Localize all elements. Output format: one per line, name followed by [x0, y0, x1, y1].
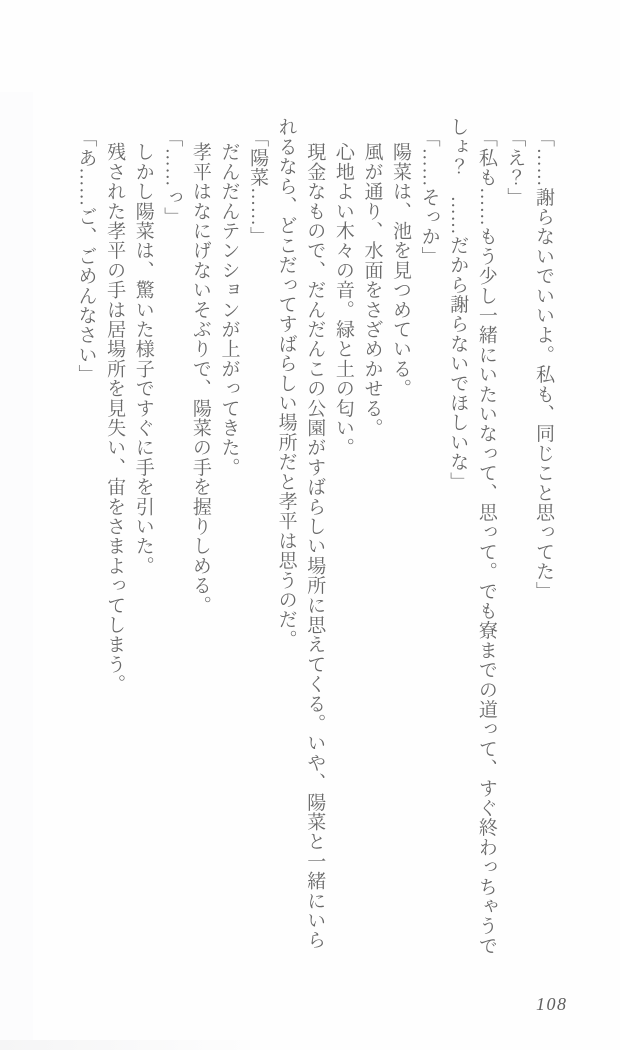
text-column: 陽菜は、池を見つめている。: [390, 142, 412, 399]
text-column: 「……謝らないでいいよ。私も、同じこと思ってた」: [533, 128, 554, 601]
text-column: だんだんテンションが上がってきた。: [218, 142, 240, 477]
text-column: しかし陽菜は、驚いた様子ですぐに手を引いた。: [132, 142, 154, 576]
text-column: 残された孝平の手は居場所を見失い、宙をさまよってしまう。: [104, 142, 126, 694]
scan-edge-shading: [0, 92, 33, 1050]
text-column: 「私も……もう少し一緒にいたいなって、思って。でも寮までの道って、すぐ終わっちゃうで: [475, 128, 497, 956]
text-column: 孝平はなにげないそぶりで、陽菜の手を握りしめる。: [189, 142, 211, 615]
page-number: 108: [536, 994, 568, 1014]
text-column: しょ？ ……だから謝らないでほしいな」: [447, 117, 469, 492]
text-column: 「……っ」: [161, 128, 183, 227]
text-column: 現金なもので、だんだんこの公園がすばらしい場所に思えてくる。いや、陽菜と一緒にいら: [304, 142, 326, 950]
vertical-text-block: [71, 117, 557, 956]
text-column: 「陽菜……」: [247, 128, 269, 247]
text-column: 「……そっか」: [418, 128, 440, 266]
text-column: 「え？」: [504, 128, 526, 207]
scan-edge-shading-bottom: [0, 1040, 250, 1050]
text-column: 風が通り、水面をさざめかせる。: [361, 142, 383, 438]
text-column: れるなら、どこだってすばらしい場所だと孝平は思うのだ。: [275, 117, 297, 649]
text-column: 「あ……ご、ごめんなさい」: [75, 128, 97, 385]
text-column: 心地よい木々の音。緑と土の匂い。: [332, 142, 354, 458]
